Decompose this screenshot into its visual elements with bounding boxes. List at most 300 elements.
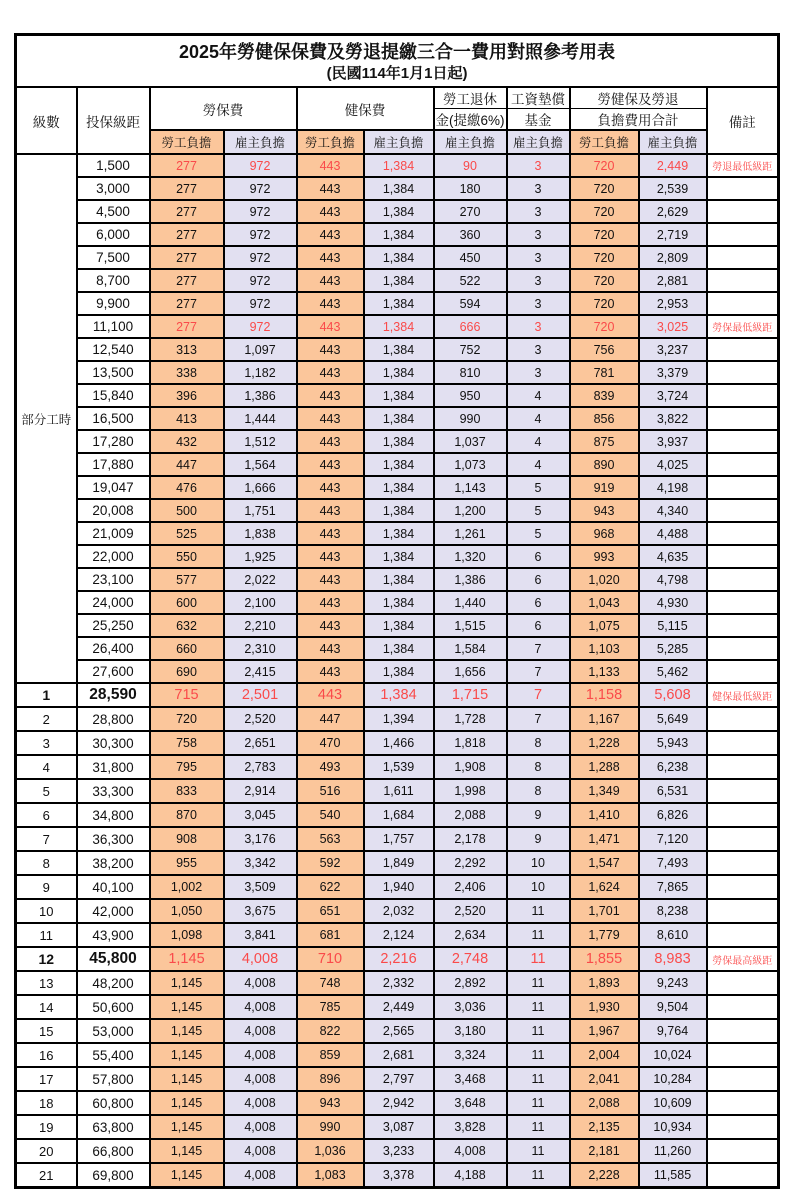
cell-remark: 勞保最低級距 xyxy=(707,315,779,338)
cell-value: 277 xyxy=(150,269,224,292)
cell-value: 443 xyxy=(297,476,364,499)
cell-level: 4 xyxy=(16,755,77,779)
cell-bracket: 25,250 xyxy=(77,614,150,637)
cell-value: 1,701 xyxy=(570,899,639,923)
cell-value: 9,504 xyxy=(639,995,707,1019)
cell-value: 2,292 xyxy=(434,851,507,875)
cell-value: 1,145 xyxy=(150,947,224,971)
cell-remark xyxy=(707,779,779,803)
cell-value: 443 xyxy=(297,568,364,591)
cell-bracket: 23,100 xyxy=(77,568,150,591)
cell-value: 3 xyxy=(507,246,570,269)
cell-value: 1,103 xyxy=(570,637,639,660)
cell-bracket: 57,800 xyxy=(77,1067,150,1091)
cell-value: 781 xyxy=(570,361,639,384)
cell-remark xyxy=(707,827,779,851)
cell-value: 1,384 xyxy=(364,361,434,384)
table-row xyxy=(16,361,779,384)
cell-value: 443 xyxy=(297,614,364,637)
cell-remark xyxy=(707,545,779,568)
cell-value: 7 xyxy=(507,637,570,660)
cell-remark xyxy=(707,407,779,430)
cell-value: 443 xyxy=(297,660,364,683)
cell-value: 9,764 xyxy=(639,1019,707,1043)
cell-value: 443 xyxy=(297,269,364,292)
cell-value: 6,238 xyxy=(639,755,707,779)
cell-remark xyxy=(707,899,779,923)
cell-value: 443 xyxy=(297,522,364,545)
cell-value: 1,893 xyxy=(570,971,639,995)
cell-value: 5 xyxy=(507,499,570,522)
cell-value: 493 xyxy=(297,755,364,779)
cell-value: 972 xyxy=(224,292,297,315)
cell-value: 4,008 xyxy=(224,1139,297,1163)
title-row xyxy=(16,35,779,88)
cell-value: 8,983 xyxy=(639,947,707,971)
cell-remark xyxy=(707,292,779,315)
cell-value: 8,238 xyxy=(639,899,707,923)
table-row xyxy=(16,660,779,683)
cell-value: 968 xyxy=(570,522,639,545)
cell-bracket: 38,200 xyxy=(77,851,150,875)
cell-value: 600 xyxy=(150,591,224,614)
cell-value: 1,384 xyxy=(364,200,434,223)
cell-value: 1,584 xyxy=(434,637,507,660)
cell-level: 9 xyxy=(16,875,77,899)
cell-level: 13 xyxy=(16,971,77,995)
cell-value: 1,998 xyxy=(434,779,507,803)
cell-value: 443 xyxy=(297,200,364,223)
cell-value: 1,684 xyxy=(364,803,434,827)
cell-value: 360 xyxy=(434,223,507,246)
cell-bracket: 24,000 xyxy=(77,591,150,614)
cell-value: 1,386 xyxy=(224,384,297,407)
cell-value: 2,216 xyxy=(364,947,434,971)
cell-value: 443 xyxy=(297,591,364,614)
cell-value: 1,261 xyxy=(434,522,507,545)
cell-value: 2,719 xyxy=(639,223,707,246)
cell-bracket: 48,200 xyxy=(77,971,150,995)
table-row xyxy=(16,1163,779,1188)
table-row xyxy=(16,899,779,923)
cell-value: 720 xyxy=(570,246,639,269)
cell-value: 1,133 xyxy=(570,660,639,683)
cell-value: 4,340 xyxy=(639,499,707,522)
cell-value: 270 xyxy=(434,200,507,223)
cell-value: 4 xyxy=(507,384,570,407)
cell-value: 3,379 xyxy=(639,361,707,384)
cell-value: 1,384 xyxy=(364,683,434,707)
cell-bracket: 21,009 xyxy=(77,522,150,545)
cell-value: 1,384 xyxy=(364,660,434,683)
cell-bracket: 15,840 xyxy=(77,384,150,407)
table-row xyxy=(16,591,779,614)
cell-value: 3,822 xyxy=(639,407,707,430)
subheader-total-employer: 雇主負擔 xyxy=(639,130,707,154)
cell-value: 1,818 xyxy=(434,731,507,755)
cell-value: 6 xyxy=(507,614,570,637)
cell-value: 3,468 xyxy=(434,1067,507,1091)
cell-remark xyxy=(707,755,779,779)
cell-value: 3,342 xyxy=(224,851,297,875)
cell-value: 550 xyxy=(150,545,224,568)
cell-value: 4,008 xyxy=(224,1115,297,1139)
cell-value: 2,634 xyxy=(434,923,507,947)
cell-value: 2,942 xyxy=(364,1091,434,1115)
cell-value: 443 xyxy=(297,430,364,453)
cell-value: 2,088 xyxy=(434,803,507,827)
cell-value: 720 xyxy=(570,154,639,177)
cell-value: 3,509 xyxy=(224,875,297,899)
cell-remark xyxy=(707,361,779,384)
cell-value: 90 xyxy=(434,154,507,177)
cell-level: 21 xyxy=(16,1163,77,1188)
table-row xyxy=(16,476,779,499)
cell-bracket: 1,500 xyxy=(77,154,150,177)
table-row xyxy=(16,1067,779,1091)
cell-level: 17 xyxy=(16,1067,77,1091)
cell-value: 447 xyxy=(150,453,224,476)
cell-value: 890 xyxy=(570,453,639,476)
cell-value: 450 xyxy=(434,246,507,269)
cell-bracket: 53,000 xyxy=(77,1019,150,1043)
cell-value: 4,008 xyxy=(224,971,297,995)
cell-value: 1,384 xyxy=(364,246,434,269)
cell-value: 810 xyxy=(434,361,507,384)
cell-value: 11 xyxy=(507,1019,570,1043)
cell-value: 4 xyxy=(507,407,570,430)
cell-value: 715 xyxy=(150,683,224,707)
cell-value: 833 xyxy=(150,779,224,803)
cell-value: 1,384 xyxy=(364,591,434,614)
col-header-remark: 備註 xyxy=(707,87,779,154)
cell-value: 6 xyxy=(507,568,570,591)
cell-value: 972 xyxy=(224,200,297,223)
cell-value: 6 xyxy=(507,591,570,614)
cell-level: 14 xyxy=(16,995,77,1019)
cell-value: 4,635 xyxy=(639,545,707,568)
cell-value: 11 xyxy=(507,1067,570,1091)
cell-value: 277 xyxy=(150,177,224,200)
cell-value: 1,349 xyxy=(570,779,639,803)
cell-bracket: 60,800 xyxy=(77,1091,150,1115)
cell-value: 2,178 xyxy=(434,827,507,851)
table-row xyxy=(16,315,779,338)
table-row xyxy=(16,851,779,875)
table-row xyxy=(16,154,779,177)
cell-value: 748 xyxy=(297,971,364,995)
cell-remark xyxy=(707,923,779,947)
cell-value: 277 xyxy=(150,154,224,177)
cell-value: 3,841 xyxy=(224,923,297,947)
cell-value: 443 xyxy=(297,499,364,522)
cell-value: 11 xyxy=(507,1115,570,1139)
table-row xyxy=(16,637,779,660)
cell-value: 720 xyxy=(570,269,639,292)
cell-value: 8 xyxy=(507,731,570,755)
cell-value: 500 xyxy=(150,499,224,522)
cell-value: 972 xyxy=(224,315,297,338)
table-row xyxy=(16,568,779,591)
cell-value: 10 xyxy=(507,851,570,875)
cell-value: 1,145 xyxy=(150,1019,224,1043)
cell-value: 2,041 xyxy=(570,1067,639,1091)
table-row xyxy=(16,338,779,361)
cell-value: 1,037 xyxy=(434,430,507,453)
cell-remark xyxy=(707,614,779,637)
cell-remark xyxy=(707,1163,779,1188)
cell-bracket: 45,800 xyxy=(77,947,150,971)
cell-value: 856 xyxy=(570,407,639,430)
cell-value: 4,798 xyxy=(639,568,707,591)
cell-value: 447 xyxy=(297,707,364,731)
cell-bracket: 17,880 xyxy=(77,453,150,476)
table-row xyxy=(16,384,779,407)
cell-value: 2,809 xyxy=(639,246,707,269)
cell-value: 993 xyxy=(570,545,639,568)
cell-value: 4 xyxy=(507,453,570,476)
cell-value: 3,045 xyxy=(224,803,297,827)
cell-value: 1,656 xyxy=(434,660,507,683)
cell-value: 540 xyxy=(297,803,364,827)
table-row xyxy=(16,177,779,200)
cell-value: 2,228 xyxy=(570,1163,639,1188)
cell-value: 3 xyxy=(507,292,570,315)
cell-value: 7 xyxy=(507,707,570,731)
cell-remark xyxy=(707,246,779,269)
table-row xyxy=(16,223,779,246)
cell-value: 1,384 xyxy=(364,223,434,246)
cell-value: 443 xyxy=(297,361,364,384)
table-row xyxy=(16,731,779,755)
cell-value: 1,444 xyxy=(224,407,297,430)
cell-value: 1,145 xyxy=(150,995,224,1019)
cell-value: 525 xyxy=(150,522,224,545)
cell-value: 2,565 xyxy=(364,1019,434,1043)
cell-value: 470 xyxy=(297,731,364,755)
cell-value: 1,384 xyxy=(364,269,434,292)
cell-value: 2,181 xyxy=(570,1139,639,1163)
cell-value: 3 xyxy=(507,361,570,384)
cell-value: 180 xyxy=(434,177,507,200)
cell-value: 11 xyxy=(507,971,570,995)
cell-value: 1,779 xyxy=(570,923,639,947)
cell-value: 11 xyxy=(507,1091,570,1115)
cell-value: 1,384 xyxy=(364,154,434,177)
cell-value: 3 xyxy=(507,223,570,246)
cell-bracket: 30,300 xyxy=(77,731,150,755)
subheader-health-employee: 勞工負擔 xyxy=(297,130,364,154)
cell-value: 3,378 xyxy=(364,1163,434,1188)
cell-bracket: 6,000 xyxy=(77,223,150,246)
cell-value: 443 xyxy=(297,315,364,338)
cell-value: 3,025 xyxy=(639,315,707,338)
cell-remark xyxy=(707,338,779,361)
cell-value: 8 xyxy=(507,779,570,803)
cell-level: 18 xyxy=(16,1091,77,1115)
cell-value: 710 xyxy=(297,947,364,971)
col-header-level: 級數 xyxy=(16,87,77,154)
cell-value: 10,609 xyxy=(639,1091,707,1115)
cell-value: 313 xyxy=(150,338,224,361)
table-row xyxy=(16,755,779,779)
cell-value: 660 xyxy=(150,637,224,660)
cell-value: 11 xyxy=(507,923,570,947)
cell-remark xyxy=(707,803,779,827)
cell-value: 2,748 xyxy=(434,947,507,971)
cell-value: 1,384 xyxy=(364,315,434,338)
cell-value: 1,384 xyxy=(364,637,434,660)
cell-value: 2,914 xyxy=(224,779,297,803)
table-row xyxy=(16,995,779,1019)
cell-bracket: 27,600 xyxy=(77,660,150,683)
table-row xyxy=(16,827,779,851)
cell-remark xyxy=(707,637,779,660)
cell-value: 594 xyxy=(434,292,507,315)
cell-value: 10,284 xyxy=(639,1067,707,1091)
cell-value: 2,892 xyxy=(434,971,507,995)
cell-value: 1,075 xyxy=(570,614,639,637)
cell-level: 11 xyxy=(16,923,77,947)
cell-value: 1,036 xyxy=(297,1139,364,1163)
cell-value: 4,008 xyxy=(224,1163,297,1188)
cell-value: 1,471 xyxy=(570,827,639,851)
cell-value: 1,288 xyxy=(570,755,639,779)
cell-value: 7,120 xyxy=(639,827,707,851)
table-row xyxy=(16,947,779,971)
cell-value: 2,651 xyxy=(224,731,297,755)
cell-value: 3,233 xyxy=(364,1139,434,1163)
cell-value: 2,135 xyxy=(570,1115,639,1139)
cell-value: 1,145 xyxy=(150,1091,224,1115)
cell-value: 2,032 xyxy=(364,899,434,923)
cell-value: 1,384 xyxy=(364,476,434,499)
cell-value: 1,384 xyxy=(364,338,434,361)
table-row xyxy=(16,923,779,947)
cell-remark xyxy=(707,430,779,453)
table-row xyxy=(16,292,779,315)
cell-remark xyxy=(707,660,779,683)
cell-bracket: 19,047 xyxy=(77,476,150,499)
cell-value: 1,757 xyxy=(364,827,434,851)
cell-value: 622 xyxy=(297,875,364,899)
col-header-pension-line1: 勞工退休 xyxy=(434,87,507,109)
cell-value: 277 xyxy=(150,223,224,246)
cell-value: 972 xyxy=(224,246,297,269)
cell-value: 3,087 xyxy=(364,1115,434,1139)
cell-value: 990 xyxy=(434,407,507,430)
cell-value: 690 xyxy=(150,660,224,683)
cell-bracket: 7,500 xyxy=(77,246,150,269)
cell-value: 1,098 xyxy=(150,923,224,947)
cell-value: 11 xyxy=(507,899,570,923)
cell-value: 7 xyxy=(507,683,570,707)
cell-value: 720 xyxy=(570,177,639,200)
cell-value: 1,200 xyxy=(434,499,507,522)
cell-value: 5,115 xyxy=(639,614,707,637)
cell-bracket: 9,900 xyxy=(77,292,150,315)
cell-value: 943 xyxy=(297,1091,364,1115)
cell-value: 1,849 xyxy=(364,851,434,875)
table-row xyxy=(16,614,779,637)
cell-bracket: 28,800 xyxy=(77,707,150,731)
cell-value: 1,384 xyxy=(364,614,434,637)
cell-value: 972 xyxy=(224,154,297,177)
cell-level: 8 xyxy=(16,851,77,875)
table-row xyxy=(16,545,779,568)
cell-remark xyxy=(707,568,779,591)
cell-bracket: 42,000 xyxy=(77,899,150,923)
cell-value: 4,198 xyxy=(639,476,707,499)
col-header-pension-line2: 金(提繳6%) xyxy=(434,109,507,131)
cell-level: 19 xyxy=(16,1115,77,1139)
table-row xyxy=(16,875,779,899)
table-row xyxy=(16,453,779,476)
cell-value: 651 xyxy=(297,899,364,923)
cell-value: 2,953 xyxy=(639,292,707,315)
cell-value: 1,611 xyxy=(364,779,434,803)
cell-bracket: 33,300 xyxy=(77,779,150,803)
cell-value: 6,531 xyxy=(639,779,707,803)
cell-value: 5 xyxy=(507,476,570,499)
table-row xyxy=(16,707,779,731)
col-header-labor-insurance: 勞保費 xyxy=(150,87,297,130)
cell-bracket: 16,500 xyxy=(77,407,150,430)
cell-level: 3 xyxy=(16,731,77,755)
cell-remark xyxy=(707,1091,779,1115)
cell-value: 5 xyxy=(507,522,570,545)
cell-value: 1,386 xyxy=(434,568,507,591)
cell-value: 1,547 xyxy=(570,851,639,875)
cell-value: 681 xyxy=(297,923,364,947)
table-subtitle: (民國114年1月1日起) xyxy=(326,65,468,83)
cell-value: 10,024 xyxy=(639,1043,707,1067)
cell-remark xyxy=(707,453,779,476)
cell-value: 896 xyxy=(297,1067,364,1091)
cell-value: 908 xyxy=(150,827,224,851)
cell-level: 7 xyxy=(16,827,77,851)
cell-value: 1,097 xyxy=(224,338,297,361)
cell-value: 720 xyxy=(150,707,224,731)
cell-value: 443 xyxy=(297,177,364,200)
cell-remark xyxy=(707,269,779,292)
subheader-total-employee: 勞工負擔 xyxy=(570,130,639,154)
cell-value: 3,648 xyxy=(434,1091,507,1115)
cell-remark xyxy=(707,223,779,246)
cell-value: 3 xyxy=(507,177,570,200)
cell-value: 919 xyxy=(570,476,639,499)
cell-value: 2,022 xyxy=(224,568,297,591)
cell-value: 443 xyxy=(297,453,364,476)
cell-value: 5,462 xyxy=(639,660,707,683)
cell-level: 15 xyxy=(16,1019,77,1043)
cell-value: 4,008 xyxy=(224,1067,297,1091)
cell-value: 1,182 xyxy=(224,361,297,384)
cell-value: 9 xyxy=(507,803,570,827)
cell-value: 1,145 xyxy=(150,1043,224,1067)
table-row xyxy=(16,779,779,803)
cell-value: 632 xyxy=(150,614,224,637)
cell-level: 6 xyxy=(16,803,77,827)
cell-value: 859 xyxy=(297,1043,364,1067)
cell-value: 1,624 xyxy=(570,875,639,899)
cell-value: 1,145 xyxy=(150,1163,224,1188)
table-row xyxy=(16,1043,779,1067)
cell-value: 577 xyxy=(150,568,224,591)
table-body xyxy=(16,154,779,1188)
cell-value: 972 xyxy=(224,177,297,200)
cell-value: 1,410 xyxy=(570,803,639,827)
